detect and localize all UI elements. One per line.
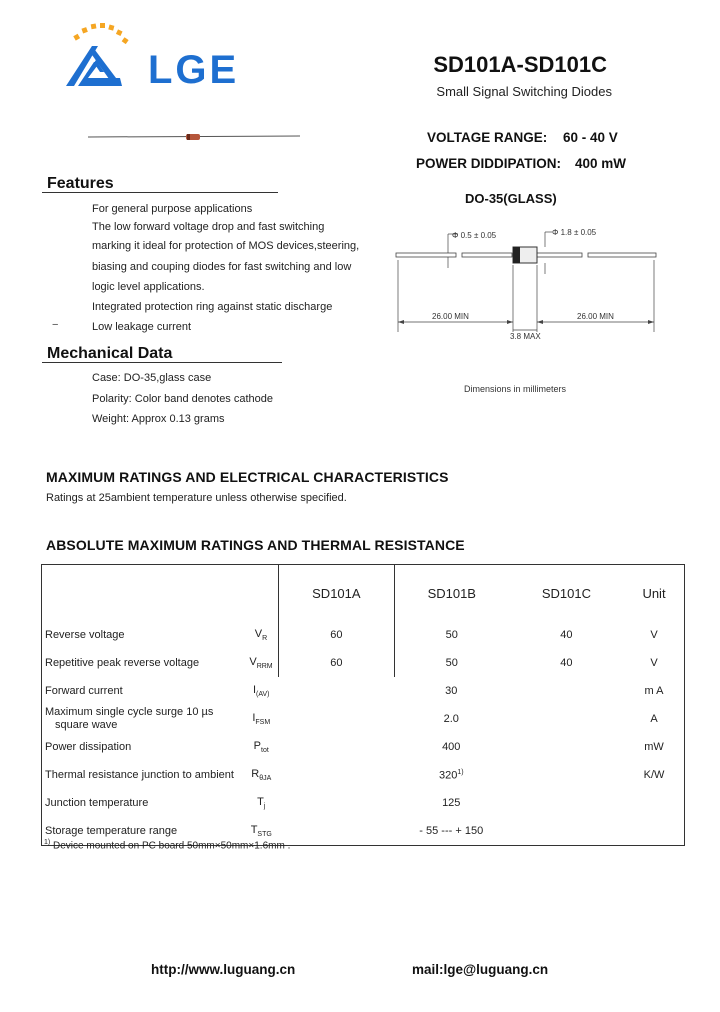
- feature-item: Integrated protection ring against static discharge: [92, 301, 333, 313]
- body-length: 3.8 MAX: [510, 332, 541, 341]
- ratings-note: Ratings at 25ambient temperature unless otherwise specified.: [46, 492, 347, 504]
- power-dissipation-label: POWER DIDDIPATION:: [416, 156, 561, 171]
- logo-mark-icon: [60, 22, 148, 94]
- brand-name: LGE: [148, 48, 240, 92]
- diode-illustration: [88, 130, 300, 144]
- table-row: Repetitive peak reverse voltage $V_{RRM}$ 60 50 40 V: [42, 649, 685, 677]
- footer-email[interactable]: mail:lge@luguang.cn: [412, 962, 549, 977]
- column-header: SD101B: [394, 565, 509, 622]
- feature-item: biasing and couping diodes for fast switching and low: [92, 261, 352, 273]
- dimensions-note: Dimensions in millimeters: [464, 384, 567, 394]
- table-header-row: [42, 565, 685, 622]
- column-header: Unit: [642, 585, 666, 601]
- table-footnote: $^{1)}$ Device mounted on PC board 50mm×50mm×1.6mm .: [44, 839, 291, 852]
- mechanical-item: Weight: Approx 0.13 grams: [92, 413, 225, 425]
- package-drawing: [390, 222, 670, 346]
- left-lead-length: 26.00 MIN: [432, 312, 469, 321]
- body-diameter-label: Φ 1.8 ± 0.05: [552, 228, 597, 237]
- bullet-dash: −: [52, 319, 59, 331]
- mechanical-item: Polarity: Color band denotes cathode: [92, 393, 274, 405]
- voltage-range-value: 60 - 40 V: [563, 130, 618, 145]
- part-title: SD101A-SD101C: [433, 52, 607, 77]
- table-row: Forward current $I_{(AV)}$ 30 m A: [45, 683, 664, 699]
- table-row: Storage temperature range $T_{STG}$ - 55 --- + 150: [45, 823, 484, 839]
- table-row: Maximum single cycle surge 10 µs square wave $I_{FSM}$ 2.0 A: [45, 706, 658, 731]
- features-heading: Features: [47, 175, 114, 192]
- lead-diameter-label: Φ 0.5 ± 0.05: [452, 231, 497, 240]
- ratings-heading: MAXIMUM RATINGS AND ELECTRICAL CHARACTERISTICS: [46, 469, 449, 485]
- feature-item: marking it ideal for protection of MOS devices,steering,: [92, 240, 360, 252]
- table-row: Junction temperature $T_j$ 125: [45, 795, 461, 811]
- table-row: Reverse voltage $V_R$ 60 50 40 V: [42, 621, 685, 649]
- logo: [60, 22, 148, 94]
- voltage-range-label: VOLTAGE RANGE:: [427, 130, 548, 145]
- column-header: SD101A: [279, 565, 395, 622]
- part-subtitle: Small Signal Switching Diodes: [436, 84, 612, 99]
- package-title: DO-35(GLASS): [465, 191, 557, 206]
- mechanical-rule: [42, 362, 282, 363]
- feature-item: For general purpose applications: [92, 203, 253, 215]
- feature-item: logic level applications.: [92, 281, 205, 293]
- power-dissipation-value: 400 mW: [575, 156, 627, 171]
- ratings-table: [41, 564, 685, 846]
- table-row: Thermal resistance junction to ambient $R_{\theta JA}$ 320$^{1)}$ K/W: [45, 767, 665, 783]
- mechanical-heading: Mechanical Data: [47, 345, 173, 362]
- footer-website[interactable]: http://www.luguang.cn: [151, 962, 296, 977]
- features-rule: [42, 192, 278, 193]
- right-lead-length: 26.00 MIN: [577, 312, 614, 321]
- table-heading: ABSOLUTE MAXIMUM RATINGS AND THERMAL RESISTANCE: [46, 537, 465, 553]
- column-header: SD101C: [541, 585, 591, 601]
- mechanical-item: Case: DO-35,glass case: [92, 372, 212, 384]
- table-row: Power dissipation $P_{tot}$ 400 mW: [45, 739, 664, 755]
- feature-item: Low leakage current: [92, 321, 192, 333]
- feature-item: The low forward voltage drop and fast switching: [92, 221, 325, 233]
